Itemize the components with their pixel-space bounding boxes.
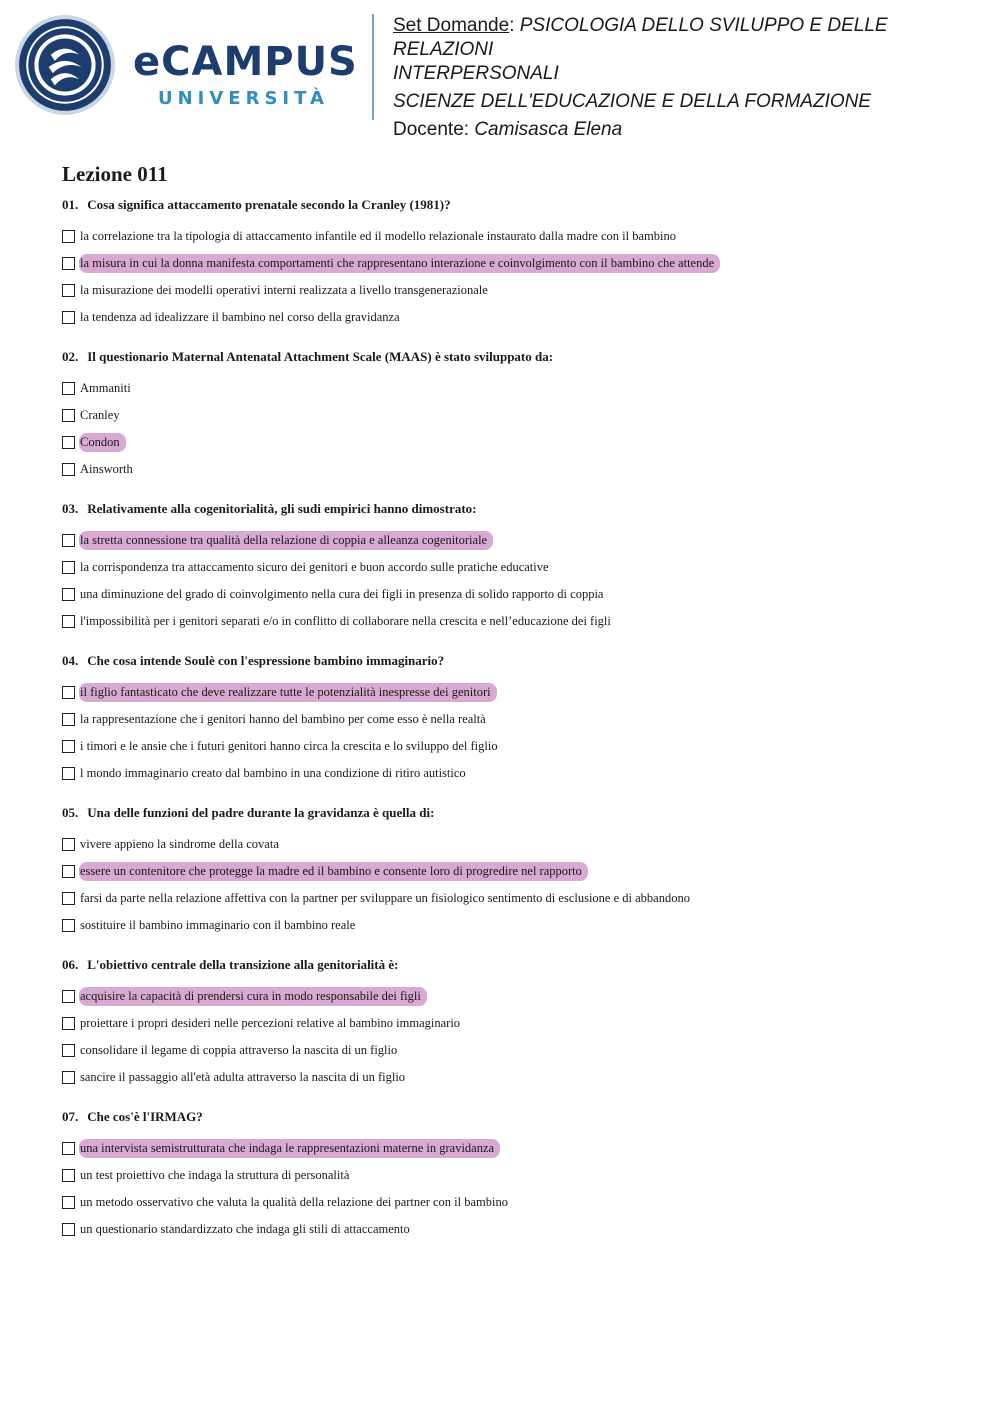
answer-checkbox[interactable] (62, 713, 75, 726)
answer-option[interactable] (62, 429, 962, 456)
answer-option[interactable] (62, 527, 962, 554)
question-text (62, 652, 962, 670)
answer-option[interactable] (62, 983, 962, 1010)
question-4 (62, 652, 962, 787)
answer-text: l'impossibilità per i genitori separati e/o in conflitto di collaborare nella crescita e nell’educazione dei figli (80, 614, 611, 628)
answer-checkbox[interactable] (62, 1196, 75, 1209)
answer-text: Ammaniti (80, 381, 131, 395)
answer-option[interactable] (62, 456, 962, 483)
answer-text: un test proiettivo che indaga la struttura di personalità (80, 1168, 350, 1182)
answer-text-highlighted: la stretta connessione tra qualità della relazione di coppia e alleanza cogenitoriale (79, 531, 493, 550)
answer-option[interactable] (62, 1135, 962, 1162)
answer-checkbox[interactable] (62, 284, 75, 297)
question-number: 02. (62, 349, 79, 364)
logo-wordmark: eCAMPUS (133, 39, 358, 85)
question-list (62, 196, 962, 1243)
answer-checkbox[interactable] (62, 534, 75, 547)
question-label: Che cosa intende Soulè con l'espressione bambino immaginario? (87, 653, 445, 668)
question-text (62, 348, 962, 366)
answer-checkbox[interactable] (62, 588, 75, 601)
answer-checkbox[interactable] (62, 1169, 75, 1182)
answer-text-highlighted: essere un contenitore che protegge la madre ed il bambino e consente loro di progredire nel rapporto (79, 862, 588, 881)
answer-text: la tendenza ad idealizzare il bambino nel corso della gravidanza (80, 310, 400, 324)
course-title-line2: INTERPERSONALI (393, 63, 559, 84)
answer-text: un questionario standardizzato che indaga gli stili di attaccamento (80, 1222, 410, 1236)
question-6 (62, 956, 962, 1091)
answer-checkbox[interactable] (62, 892, 75, 905)
answer-option[interactable] (62, 912, 962, 939)
answer-option[interactable] (62, 858, 962, 885)
question-number: 01. (62, 197, 79, 212)
answer-text: sostituire il bambino immaginario con il bambino reale (80, 918, 356, 932)
answer-checkbox[interactable] (62, 865, 75, 878)
question-number: 04. (62, 653, 79, 668)
answer-text: i timori e le ansie che i futuri genitori hanno circa la crescita e lo sviluppo del figlio (80, 739, 498, 753)
answer-text-highlighted: una intervista semistrutturata che indaga le rappresentazioni materne in gravidanza (79, 1139, 500, 1158)
question-7 (62, 1108, 962, 1243)
answer-text: la correlazione tra la tipologia di attaccamento infantile ed il modello relazionale instaurato dalla madre con il bambino (80, 229, 676, 243)
answer-checkbox[interactable] (62, 230, 75, 243)
course-title-line1: PSICOLOGIA DELLO SVILUPPO E DELLE RELAZIONI (393, 15, 888, 60)
answer-checkbox[interactable] (62, 409, 75, 422)
teacher-label: Docente: (393, 119, 475, 140)
answer-checkbox[interactable] (62, 740, 75, 753)
question-label: L'obiettivo centrale della transizione alla genitorialità è: (87, 957, 399, 972)
question-label: Il questionario Maternal Antenatal Attachment Scale (MAAS) è stato sviluppato da: (87, 349, 554, 364)
lesson-title: Lezione 011 (62, 162, 168, 186)
question-text (62, 956, 962, 974)
answer-option[interactable] (62, 1189, 962, 1216)
question-number: 03. (62, 501, 79, 516)
answer-checkbox[interactable] (62, 767, 75, 780)
question-number: 05. (62, 805, 79, 820)
answer-option[interactable] (62, 375, 962, 402)
answer-option[interactable] (62, 554, 962, 581)
answer-checkbox[interactable] (62, 1044, 75, 1057)
teacher-name: Camisasca Elena (474, 119, 623, 140)
answer-checkbox[interactable] (62, 919, 75, 932)
answer-checkbox[interactable] (62, 382, 75, 395)
answer-text-highlighted: Condon (79, 433, 126, 452)
answer-checkbox[interactable] (62, 436, 75, 449)
question-text (62, 196, 962, 214)
answer-option[interactable] (62, 608, 962, 635)
answer-text-highlighted: la misura in cui la donna manifesta comportamenti che rappresentano interazione e coinvolgimento con il bambino che attende (79, 254, 720, 273)
answer-option[interactable] (62, 679, 962, 706)
answer-option[interactable] (62, 1010, 962, 1037)
question-text (62, 804, 962, 822)
answer-checkbox[interactable] (62, 1223, 75, 1236)
question-number: 06. (62, 957, 79, 972)
set-label: Set Domande (393, 15, 510, 36)
course-info (393, 14, 993, 142)
answer-option[interactable] (62, 885, 962, 912)
answer-checkbox[interactable] (62, 463, 75, 476)
set-separator: : (509, 15, 520, 36)
answer-option[interactable] (62, 581, 962, 608)
answer-option[interactable] (62, 1064, 962, 1091)
question-label: Relativamente alla cogenitorialità, gli sudi empirici hanno dimostrato: (87, 501, 477, 516)
answer-checkbox[interactable] (62, 561, 75, 574)
answer-option[interactable] (62, 706, 962, 733)
answer-text: vivere appieno la sindrome della covata (80, 837, 279, 851)
question-number: 07. (62, 1109, 79, 1124)
answer-option[interactable] (62, 223, 962, 250)
answer-option[interactable] (62, 250, 962, 277)
answer-text: la misurazione dei modelli operativi interni realizzata a livello transgenerazionale (80, 283, 488, 297)
question-5 (62, 804, 962, 939)
answer-option[interactable] (62, 1162, 962, 1189)
answer-checkbox[interactable] (62, 838, 75, 851)
answer-text: consolidare il legame di coppia attraverso la nascita di un figlio (80, 1043, 398, 1057)
answer-checkbox[interactable] (62, 311, 75, 324)
answer-text: sancire il passaggio all'età adulta attraverso la nascita di un figlio (80, 1070, 406, 1084)
answer-text: Ainsworth (80, 462, 133, 476)
answer-option[interactable] (62, 277, 962, 304)
answer-text: Cranley (80, 408, 120, 422)
question-text (62, 500, 962, 518)
answer-text: farsi da parte nella relazione affettiva con la partner per sviluppare un fisiologico sentimento di esclusione e di abbandono (80, 891, 690, 905)
answer-option[interactable] (62, 733, 962, 760)
answer-text: proiettare i propri desideri nelle percezioni relative al bambino immaginario (80, 1016, 461, 1030)
question-2 (62, 348, 962, 483)
faculty-name: SCIENZE DELL'EDUCAZIONE E DELLA FORMAZIONE (393, 91, 872, 112)
answer-checkbox[interactable] (62, 1142, 75, 1155)
answer-checkbox[interactable] (62, 1017, 75, 1030)
university-seal-icon (14, 14, 116, 116)
header-divider (372, 14, 374, 120)
question-label: Che cos'è l'IRMAG? (87, 1109, 203, 1124)
answer-checkbox[interactable] (62, 1071, 75, 1084)
answer-option[interactable] (62, 1037, 962, 1064)
answer-text-highlighted: il figlio fantasticato che deve realizzare tutte le potenzialità inespresse dei genitori (79, 683, 497, 702)
question-label: Cosa significa attaccamento prenatale secondo la Cranley (1981)? (87, 197, 451, 212)
answer-checkbox[interactable] (62, 990, 75, 1003)
answer-text: una diminuzione del grado di coinvolgimento nella cura dei figli in presenza di solido rapporto di coppia (80, 587, 604, 601)
question-3 (62, 500, 962, 635)
answer-option[interactable] (62, 831, 962, 858)
answer-option[interactable] (62, 402, 962, 429)
answer-text: la corrispondenza tra attaccamento sicuro dei genitori e buon accordo sulle pratiche educative (80, 560, 549, 574)
answer-option[interactable] (62, 1216, 962, 1243)
answer-option[interactable] (62, 304, 962, 331)
quiz-content (62, 162, 962, 1260)
question-text (62, 1108, 962, 1126)
answer-option[interactable] (62, 760, 962, 787)
page-header (0, 0, 1000, 140)
question-label: Una delle funzioni del padre durante la gravidanza è quella di: (87, 805, 435, 820)
answer-checkbox[interactable] (62, 686, 75, 699)
answer-checkbox[interactable] (62, 257, 75, 270)
answer-checkbox[interactable] (62, 615, 75, 628)
answer-text: l mondo immaginario creato dal bambino in una condizione di ritiro autistico (80, 766, 466, 780)
answer-text: un metodo osservativo che valuta la qualità della relazione dei partner con il bambino (80, 1195, 508, 1209)
logo-subtitle: UNIVERSITÀ (158, 88, 329, 109)
question-1 (62, 196, 962, 331)
answer-text: la rappresentazione che i genitori hanno del bambino per come esso è nella realtà (80, 712, 486, 726)
answer-text-highlighted: acquisire la capacità di prendersi cura in modo responsabile dei figli (79, 987, 427, 1006)
